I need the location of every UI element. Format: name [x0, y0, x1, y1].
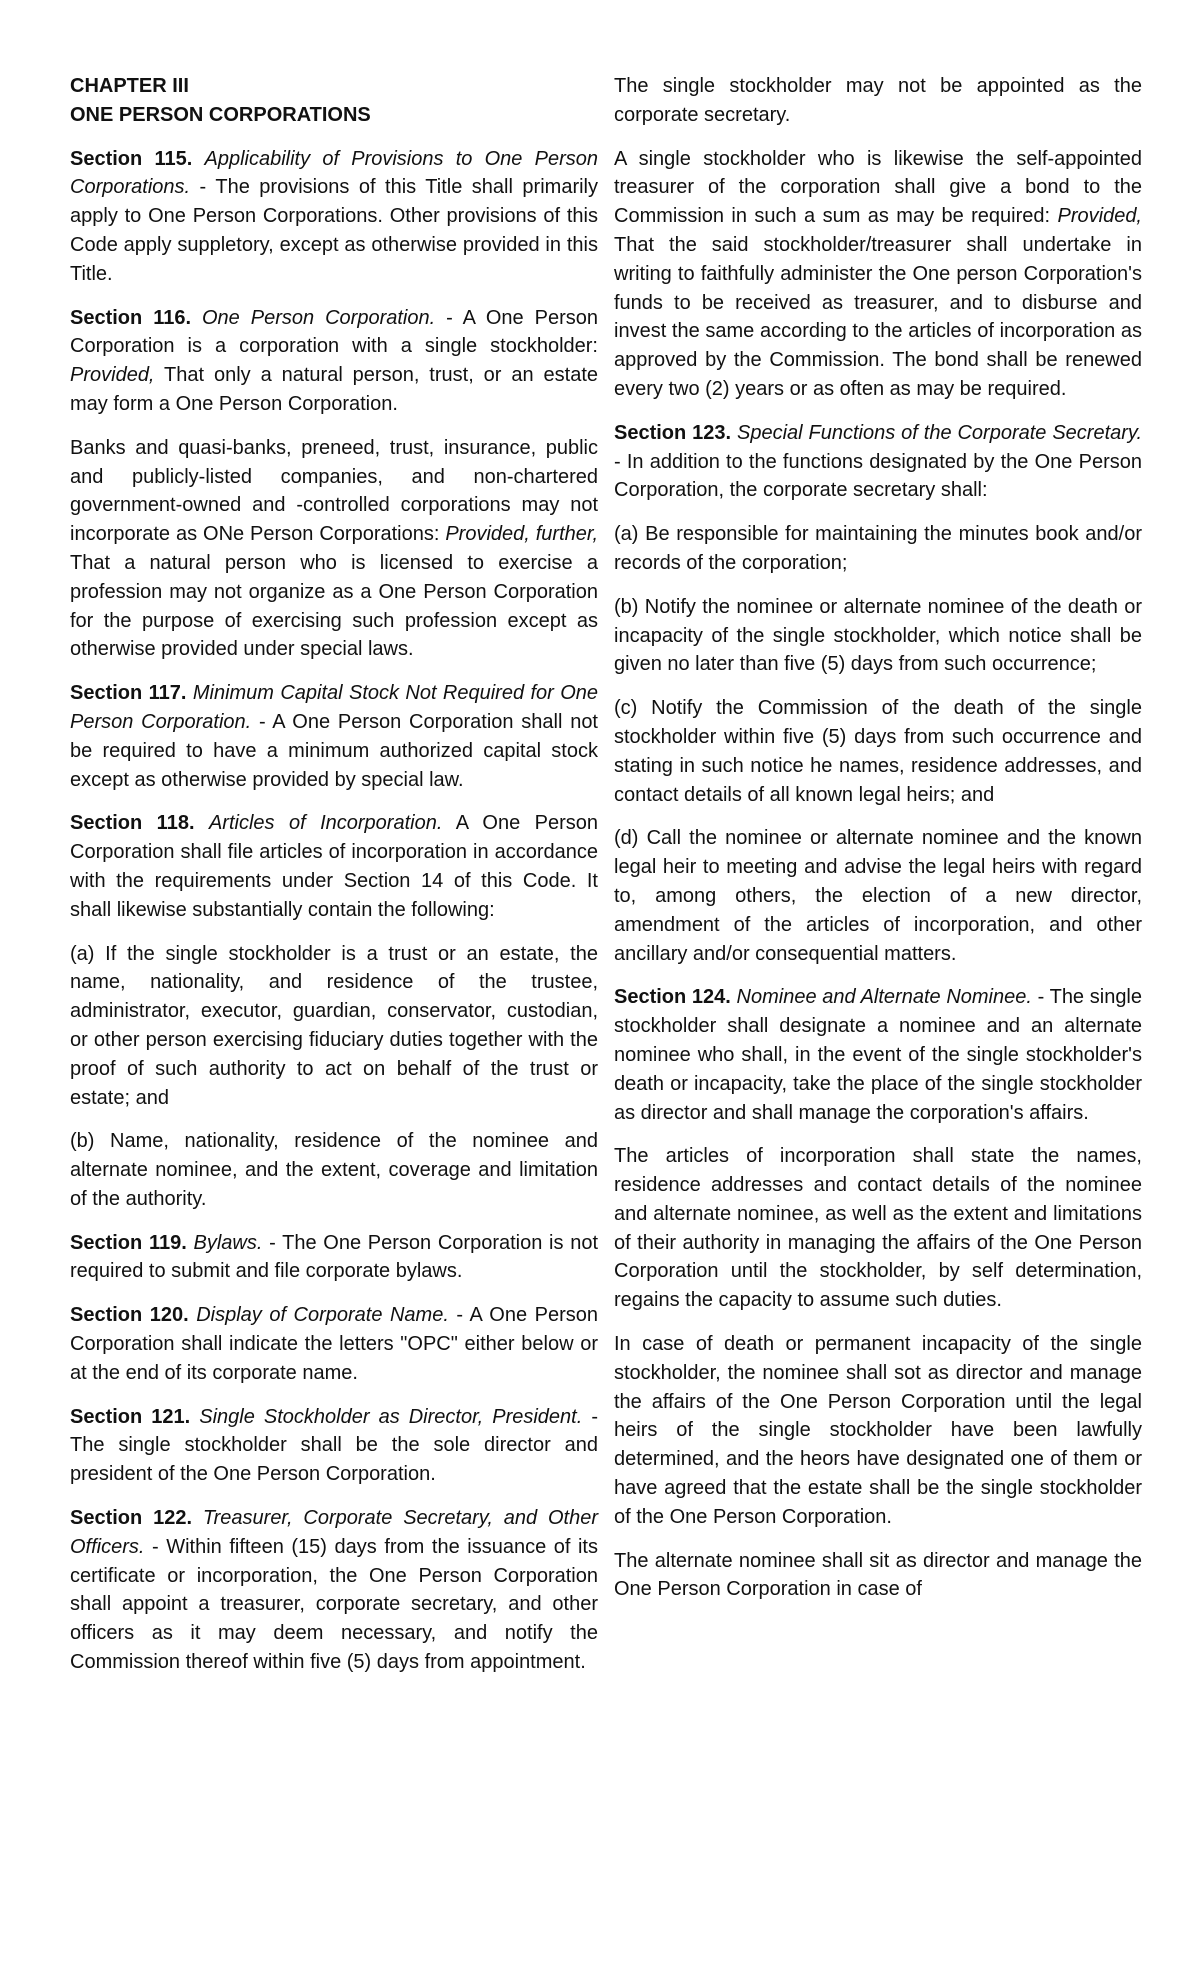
paragraph — [70, 679, 598, 794]
section-number: Section 115. — [70, 147, 205, 170]
paragraph — [614, 983, 1142, 1127]
section-title: Provided, further, — [445, 523, 598, 546]
body-text: (d) Call the nominee or alternate nominee and the known legal heir to meeting and advise the legal heirs with regard to, among others, the election of a new director, amendment of the articles of incorporation, and other ancillary and/or consequential matters. — [614, 827, 1142, 965]
section-number: Section 117. — [70, 682, 193, 705]
left-column — [70, 72, 598, 1692]
paragraph — [614, 520, 1142, 578]
body-text: (b) Name, nationality, residence of the nominee and alternate nominee, and the extent, coverage and limitation of the authority. — [70, 1130, 598, 1210]
section-title: One Person Corporation. — [202, 306, 436, 329]
right-column — [614, 72, 1142, 1619]
section-title: Provided, — [1057, 205, 1142, 228]
body-text: - The single stockholder shall be the sole director and president of the One Person Corporation. — [70, 1405, 599, 1486]
section-number: Section 116. — [70, 306, 202, 329]
chapter-heading — [70, 72, 598, 130]
section-number: Section 121. — [70, 1405, 200, 1428]
body-text: In case of death or permanent incapacity of the single stockholder, the nominee shall sot as director and manage the affairs of the One Person Corporation until the legal heirs of the single stockholder have been lawfully determined, and the heors have designated one of them or have agreed that the estate shall be the single stockholder of the One Person Corporation. — [614, 1333, 1142, 1528]
chapter-title: ONE PERSON CORPORATIONS — [70, 103, 371, 126]
body-text: (b) Notify the nominee or alternate nominee of the death or incapacity of the single stockholder, which notice shall be given no later than five (5) days from such occurrence; — [614, 595, 1142, 676]
body-text: That a natural person who is licensed to exercise a profession may not organize as a One Person Corporation for the purpose of exercising such profession except as otherwise provided under special laws. — [70, 551, 598, 661]
section-title: Special Functions of the Corporate Secretary. — [737, 421, 1142, 444]
paragraph — [614, 419, 1142, 505]
body-text: The articles of incorporation shall state the names, residence addresses and contact details of the nominee and alternate nominee, as well as the extent and limitations of their authority in managing the affairs of the One Person Corporation until the stockholder, by self determination, regains the capacity to assume such duties. — [614, 1145, 1142, 1312]
paragraph — [70, 1403, 598, 1489]
paragraph — [614, 694, 1142, 809]
body-text: - The single stockholder shall designate a nominee and an alternate nominee who shall, in the event of the single stockholder's death or incapacity, take the place of the single stockholder as director and shall manage the corporation's affairs. — [614, 986, 1143, 1124]
section-title: Bylaws. — [193, 1231, 263, 1254]
section-title: Nominee and Alternate Nominee. — [736, 986, 1032, 1009]
body-text: - The One Person Corporation is not required to submit and file corporate bylaws. — [70, 1231, 599, 1283]
paragraph — [614, 1142, 1142, 1315]
paragraph — [70, 1504, 598, 1677]
section-title: Applicability of Provisions to One Person Corporations. — [70, 147, 598, 199]
body-text: - The provisions of this Title shall primarily apply to One Person Corporations. Other provisions of this Code apply suppletory, except as otherwise provided in this Title. — [70, 176, 598, 285]
paragraph — [614, 1547, 1142, 1605]
paragraph — [614, 593, 1142, 679]
paragraph — [614, 145, 1142, 404]
section-title: Display of Corporate Name. — [196, 1304, 449, 1327]
section-title: Minimum Capital Stock Not Required for One Person Corporation. — [70, 682, 599, 733]
body-text: Banks and quasi-banks, preneed, trust, insurance, public and publicly-listed companies, and non-chartered government-owned and -controlled corporations may not incorporate as ONe Person Corporations: — [70, 436, 598, 546]
body-text: - A One Person Corporation is a corporation with a single stockholder: — [70, 306, 599, 358]
body-text: (a) If the single stockholder is a trust or an estate, the name, nationality, and residence of the trustee, administrator, executor, guardian, conservator, custodian, or other person exercising fiduciary duties together with the proof of such authority to act on behalf of the trust or estate; and — [70, 942, 598, 1109]
section-number: Section 119. — [70, 1231, 194, 1254]
body-text: The alternate nominee shall sit as director and manage the One Person Corporation in case of — [614, 1549, 1142, 1601]
body-text: A One Person Corporation shall file articles of incorporation in accordance with the requirements under Section 14 of this Code. It shall likewise substantially contain the following: — [70, 812, 599, 921]
chapter-number: CHAPTER III — [70, 75, 189, 97]
section-title: Treasurer, Corporate Secretary, and Other Officers. — [70, 1507, 598, 1558]
paragraph — [70, 304, 598, 419]
body-text: The single stockholder may not be appointed as the corporate secretary. — [614, 75, 1142, 126]
paragraph — [70, 940, 598, 1113]
body-text: - A One Person Corporation shall indicate the letters "OPC" either below or at the end of its corporate name. — [70, 1304, 598, 1384]
paragraph — [70, 809, 598, 924]
section-number: Section 124. — [614, 986, 737, 1009]
body-text: That only a natural person, trust, or an estate may form a One Person Corporation. — [70, 364, 598, 415]
body-text: - Within fifteen (15) days from the issuance of its certificate or incorporation, the One Person Corporation shall appoint a treasurer, corporate secretary, and other officers as it may deem necessary, and notify the Commission thereof within five (5) days from appointment. — [70, 1535, 598, 1674]
paragraph — [614, 824, 1142, 968]
paragraph — [70, 434, 598, 664]
body-text: - In addition to the functions designated by the One Person Corporation, the corporate secretary shall: — [614, 450, 1142, 502]
paragraph — [70, 145, 598, 289]
paragraph — [70, 1301, 598, 1387]
paragraph — [70, 1127, 598, 1213]
paragraph — [614, 72, 1142, 130]
paragraph — [70, 1229, 598, 1287]
section-number: Section 122. — [70, 1507, 203, 1530]
body-text: - A One Person Corporation shall not be required to have a minimum authorized capital stock except as otherwise provided by special law. — [70, 710, 598, 791]
body-text: (c) Notify the Commission of the death of the single stockholder within five (5) days from such occurrence and stating in such notice he names, residence addresses, and contact details of all known legal heirs; and — [614, 697, 1142, 806]
section-number: Section 118. — [70, 812, 209, 835]
section-title: Articles of Incorporation. — [208, 812, 443, 835]
section-number: Section 120. — [70, 1304, 197, 1327]
paragraph — [614, 1330, 1142, 1532]
section-number: Section 123. — [614, 421, 738, 444]
body-text: (a) Be responsible for maintaining the minutes book and/or records of the corporation; — [614, 523, 1142, 574]
section-title: Provided, — [70, 364, 155, 387]
body-text: That the said stockholder/treasurer shall undertake in writing to faithfully administer the One person Corporation's funds to be received as treasurer, and to disburse and invest the same according to the articles of incorporation as approved by the Commission. The bond shall be renewed every two (2) years or as often as may be required. — [614, 233, 1142, 400]
section-title: Single Stockholder as Director, President. — [199, 1405, 583, 1428]
body-text: A single stockholder who is likewise the self-appointed treasurer of the corporation shall give a bond to the Commission in such a sum as may be required: — [614, 147, 1142, 228]
